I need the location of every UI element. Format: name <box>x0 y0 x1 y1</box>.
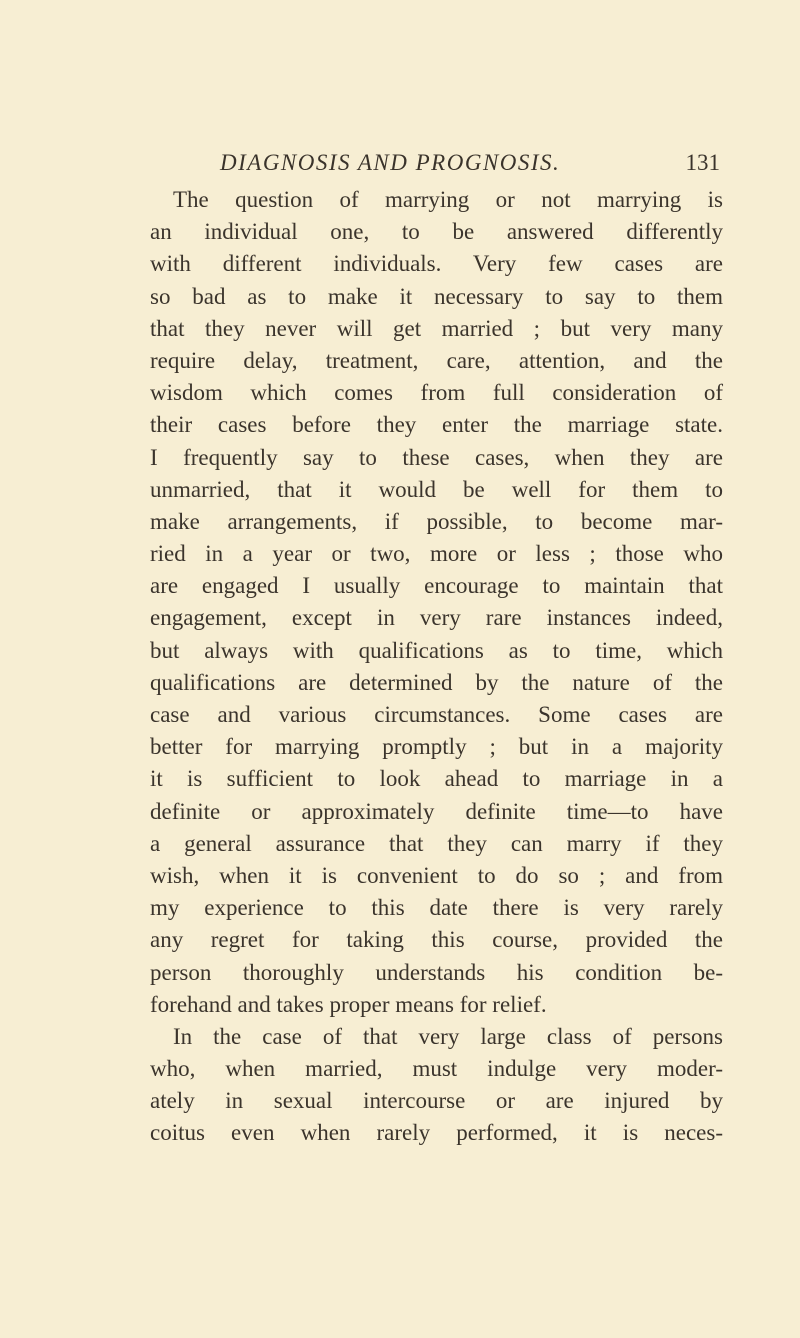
text-line: any regret for taking this course, provided the <box>150 927 723 953</box>
running-title: DIAGNOSIS AND PROGNOSIS. <box>220 150 561 175</box>
running-head <box>180 150 720 186</box>
text-line: with different individuals. Very few cases are <box>150 251 723 277</box>
text-line: definite or approximately definite time—to have <box>150 798 723 824</box>
paragraph <box>150 184 723 1021</box>
text-line: qualifications are determined by the nature of the <box>150 669 723 695</box>
text-line: but always with qualifications as to time, which <box>150 637 723 663</box>
paragraph <box>150 1021 723 1150</box>
text-line: ried in a year or two, more or less ; those who <box>150 541 723 567</box>
text-line: so bad as to make it necessary to say to them <box>150 283 723 309</box>
text-line: their cases before they enter the marriage state. <box>150 412 723 438</box>
text-line: my experience to this date there is very rarely <box>150 895 723 921</box>
text-line: The question of marrying or not marrying is <box>173 187 723 212</box>
text-line: wisdom which comes from full consideration of <box>150 380 723 406</box>
text-line: it is sufficient to look ahead to marriage in a <box>150 766 723 792</box>
text-line: that they never will get married ; but very many <box>150 315 723 341</box>
text-line: person thoroughly understands his condition be- <box>150 959 723 985</box>
text-line: coitus even when rarely performed, it is neces- <box>150 1120 723 1146</box>
text-line: case and various circumstances. Some cases are <box>150 702 723 727</box>
text-line: I frequently say to these cases, when they are <box>150 444 723 470</box>
text-line: make arrangements, if possible, to become mar- <box>150 508 723 534</box>
text-line: are engaged I usually encourage to maintain that <box>150 573 723 599</box>
text-line: who, when married, must indulge very moder- <box>150 1056 723 1082</box>
text-line: require delay, treatment, care, attention, and the <box>150 347 723 373</box>
text-line: unmarried, that it would be well for them to <box>150 476 723 502</box>
text-line: ately in sexual intercourse or are injured by <box>150 1088 723 1114</box>
body-text <box>150 184 723 1150</box>
text-line: a general assurance that they can marry if they <box>150 830 723 856</box>
text-line: better for marrying promptly ; but in a majority <box>150 734 723 760</box>
text-line: engagement, except in very rare instances indeed, <box>150 605 723 631</box>
text-line: In the case of that very large class of persons <box>173 1023 723 1049</box>
text-line: an individual one, to be answered differently <box>150 219 723 245</box>
page-number: 131 <box>685 150 720 175</box>
text-line: forehand and takes proper means for relief. <box>150 991 547 1017</box>
text-line: wish, when it is convenient to do so ; and from <box>150 862 723 888</box>
